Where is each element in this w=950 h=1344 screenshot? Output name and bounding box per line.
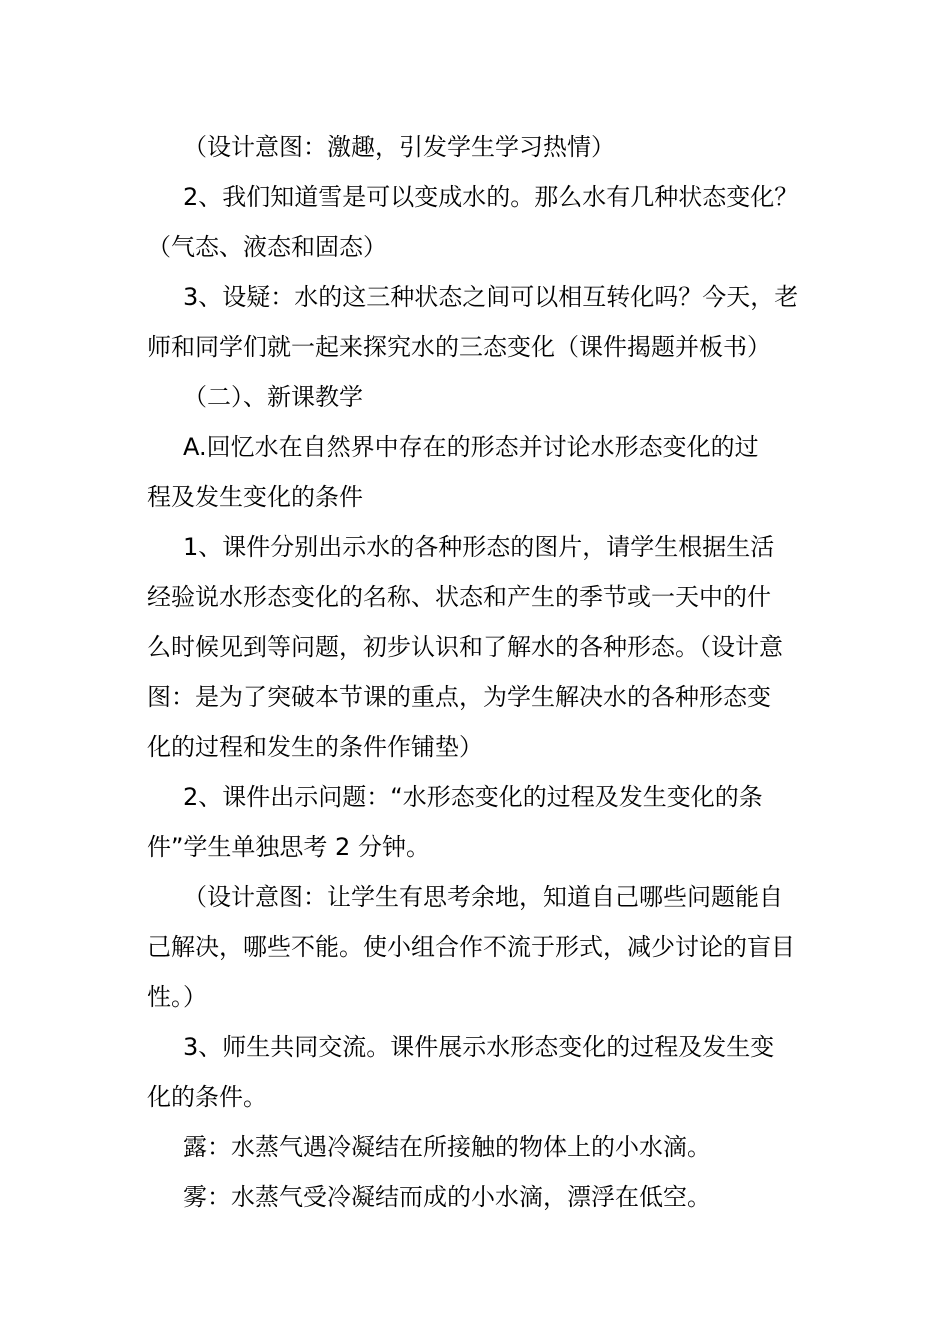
paragraph-line: 么时候见到等问题，初步认识和了解水的各种形态。（设计意 [147, 633, 783, 661]
paragraph-line: 图：是为了突破本节课的重点，为学生解决水的各种形态变 [147, 683, 771, 711]
paragraph-line: 3、师生共同交流。课件展示水形态变化的过程及发生变 [183, 1033, 775, 1061]
definition-fog: 雾：水蒸气受冷凝结而成的小水滴，漂浮在低空。 [183, 1183, 711, 1211]
paragraph-line: 己解决，哪些不能。使小组合作不流于形式，减少讨论的盲目 [147, 933, 795, 961]
paragraph-line: 程及发生变化的条件 [147, 483, 363, 511]
paragraph-line: 师和同学们就一起来探究水的三态变化（课件揭题并板书） [147, 333, 771, 361]
paragraph-line: 件”学生单独思考 2 分钟。 [147, 833, 430, 861]
paragraph-line: 1、课件分别出示水的各种形态的图片，请学生根据生活 [183, 533, 775, 561]
paragraph-line: （气态、液态和固态） [147, 233, 387, 261]
paragraph-line: 性。） [147, 983, 207, 1011]
design-intent-note: （设计意图：让学生有思考余地，知道自己哪些问题能自 [183, 883, 783, 911]
definition-dew: 露：水蒸气遇冷凝结在所接触的物体上的小水滴。 [183, 1133, 711, 1161]
paragraph-line: 化的条件。 [147, 1083, 267, 1111]
subsection-heading: A.回忆水在自然界中存在的形态并讨论水形态变化的过 [183, 433, 759, 461]
paragraph-line: 经验说水形态变化的名称、状态和产生的季节或一天中的什 [147, 583, 771, 611]
paragraph-line: 3、设疑：水的这三种状态之间可以相互转化吗？今天，老 [183, 283, 799, 311]
paragraph-line: 2、课件出示问题：“水形态变化的过程及发生变化的条 [183, 783, 763, 811]
paragraph-line: 2、我们知道雪是可以变成水的。那么水有几种状态变化？ [183, 183, 799, 211]
design-intent-note: （设计意图：激趣，引发学生学习热情） [183, 133, 615, 161]
paragraph-line: 化的过程和发生的条件作铺垫） [147, 733, 483, 761]
section-heading: （二）、新课教学 [183, 383, 363, 411]
